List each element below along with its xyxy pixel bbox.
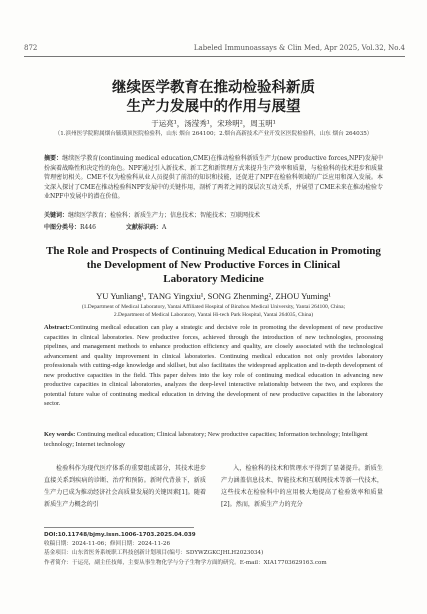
english-abstract-label: Abstract: — [44, 324, 70, 331]
clc-entry — [44, 224, 110, 231]
chinese-keywords-label: 关键词： — [44, 212, 69, 219]
english-abstract-text: Continuing medical education can play a strategic and decisive role in promoting the development of new productive capacities in clinical laboratories. New productive forces, achieved through the introduction of new technologies, processing pipelines, and management methods to enhance production efficiency and quality, are closely associated with the technological advancement and quality improvement in clinical laboratories. Continuing medical education not only provides laboratory professionals with cutting-edge knowledge and skillset, but also facilitates the widespread application and in-depth development of new productive capacities in the field. This paper delves into the key role of continuing medical education in advancing new productive capacities in clinical laboratories, analyzes the deep-level interactive relationship between the two, and explores the potential future value of continuing medical education in driving the development of new productive capacities in the laboratory sector. — [44, 324, 383, 407]
english-title-line: The Role and Prospects of Continuing Medical Education in Promoting — [46, 245, 381, 257]
chinese-title-line: 生产力发展中的作用与展望 — [126, 99, 301, 115]
footnote-divider — [44, 527, 194, 528]
page-number: 872 — [24, 44, 38, 52]
running-header — [24, 44, 405, 57]
clc-label: 中图分类号： — [44, 224, 81, 231]
english-title — [34, 244, 393, 286]
footnotes — [44, 531, 383, 568]
document-code-entry — [126, 224, 180, 231]
author-info: 作者简介：于运亮，副主任技师，主要从事生物化学与分子生物学方面的研究。E-mail：XIA17703629163.com — [44, 559, 327, 566]
document-code-value: A — [161, 224, 167, 231]
english-keywords — [44, 430, 383, 449]
english-affiliation-line: (1.Department of Medical Laboratory, Yantai Affiliated Hospital of Binzhou Medical University, Yantai 264100, China; — [81, 304, 346, 310]
english-keywords-label: Key words: — [44, 431, 76, 438]
english-title-line: the Development of New Productive Forces in Clinical — [86, 259, 341, 271]
chinese-abstract-text: 继续医学教育(continuing medical education,CME)在推动检验科新质生产力(new productive forces,NPF)发展中扮演着战略性和决定性的角色。NPF通过引入新技术、新工艺和新管理方式来提升生产效率和质量，与检验科的技术进步和质量管理密切相关。CME不仅为检验科从业人员提供了前沿的知识和技能，还促进了NPF在检验科领域的广泛应用和深入发展。本文深入探讨了CME在推动检验科NPF发展中的关键作用，剖析了两者之间的深层次互动关系，并展望了CME未来在推动检验专业NPF中发展中的潜在价值。 — [44, 155, 383, 201]
chinese-authors: 于运亮¹，汤滢秀¹，宋珍明²，周玉明¹ — [151, 119, 276, 128]
document-code-label: 文献标识码： — [125, 224, 162, 231]
chinese-keywords — [44, 210, 383, 219]
body-text — [44, 463, 383, 521]
received-date: 收稿日期：2024-11-06；修回日期：2024-11-26 — [44, 541, 171, 548]
clc-value: R446 — [80, 224, 96, 231]
english-affiliation-line: 2.Department of Medical Laboratory, Yantai Hi-tech Park Hospital, Yantai 264035, China) — [113, 312, 314, 319]
english-affiliation — [34, 303, 393, 319]
doi-line — [44, 531, 383, 540]
funding-info: 基金项目：山东省医务系统职工科技创新计划项目(编号：SDYWZGKCJHLH2023034) — [44, 550, 264, 557]
chinese-keywords-text: 继续医学教育；检验科；新质生产力；信息技术；智能技术；互联网技术 — [68, 212, 261, 219]
english-abstract — [44, 323, 383, 409]
chinese-abstract — [44, 154, 383, 202]
english-title-line: Laboratory Medicine — [163, 273, 264, 285]
body-right-column: 入，检验科的技术和管理水平得到了显著提升。新质生产力涵盖信息技术、智能技术和互联网技术等新一代技术，这些技术在检验科中的应用极大地提高了检验效率和质量[2]。然而，新质生产力的充分 — [221, 465, 383, 508]
chinese-title — [0, 79, 427, 117]
classification-line — [44, 222, 383, 231]
doi-text: DOI:10.11748/bjmy.issn.1006-1703.2025.04.039 — [44, 532, 196, 538]
chinese-title-line: 继续医学教育在推动检验科新质 — [112, 80, 315, 96]
body-left-column: 检验科作为现代医疗体系的重要组成部分，其技术进步直接关系到疾病的诊断、治疗和预防。新时代背景下，新质生产力已成为推动经济社会高质量发展的关键因素[1]。随着新质生产力概念的引 — [44, 465, 206, 508]
english-keywords-text: Continuing medical education; Clinical laboratory; New productive capacities; Information technology; Intelligent technology; Internet technology — [44, 431, 368, 448]
english-authors: YU Yunliang¹, TANG Yingxiu¹, SONG Zhenming², ZHOU Yuming¹ — [96, 291, 331, 301]
chinese-affiliation: （1.滨州医学院附属烟台毓璜顶医院检验科，山东 烟台 264100；2.烟台高新技术产业开发区医院检验科，山东 烟台 264035） — [54, 131, 373, 137]
journal-citation: Labeled Immunoassays & Clin Med, Apr 2025, Vol.32, No.4 — [193, 44, 405, 52]
chinese-abstract-label: 摘要： — [44, 155, 63, 162]
